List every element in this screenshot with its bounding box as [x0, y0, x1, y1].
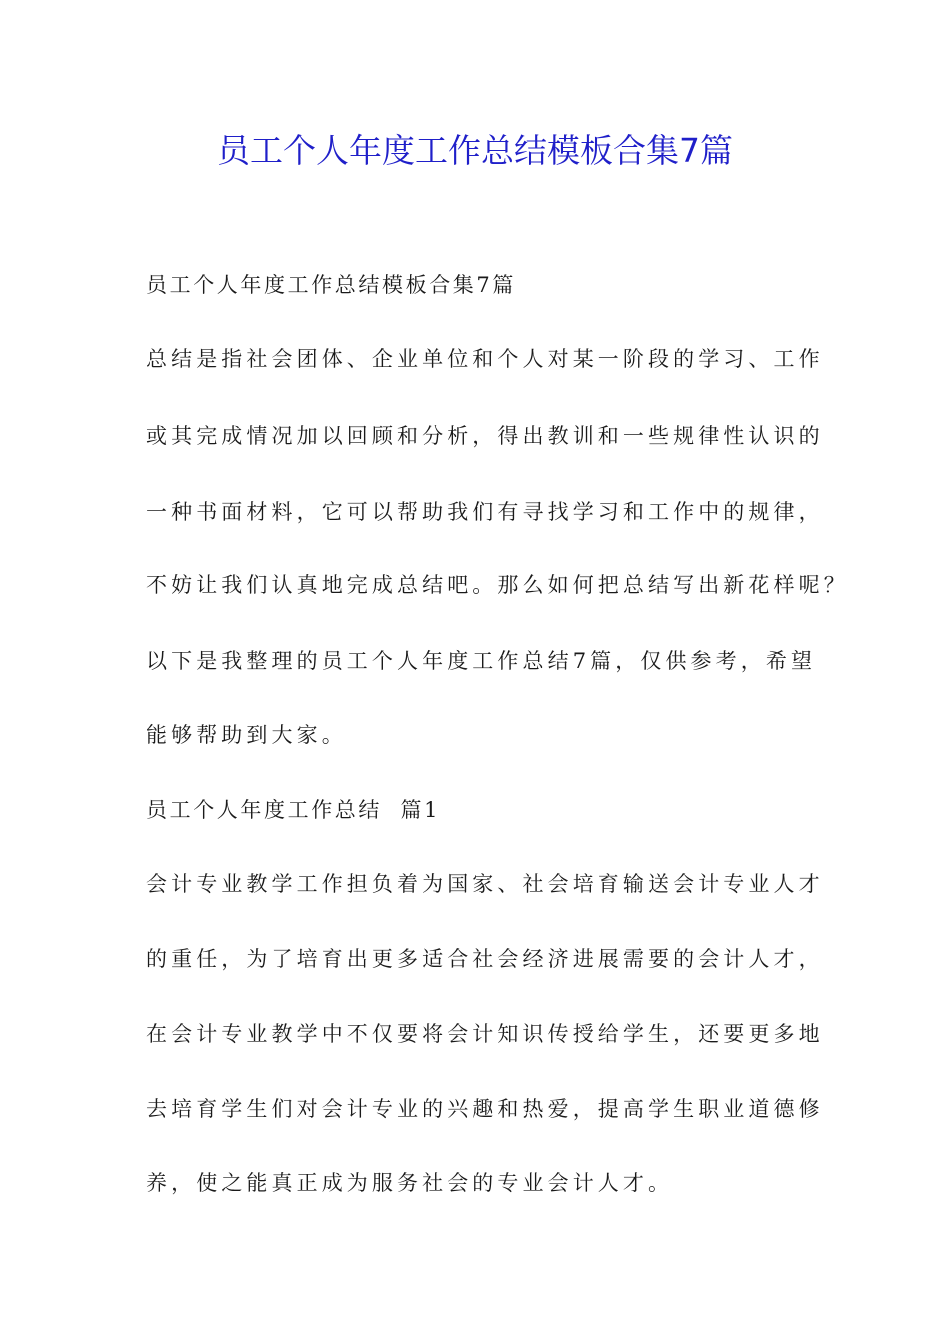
section-line-3: 在会计专业教学中不仅要将会计知识传授给学生，还要更多地 — [146, 1022, 824, 1046]
intro-line-4: 不妨让我们认真地完成总结吧。那么如何把总结写出新花样呢？ — [146, 573, 849, 597]
section-heading: 员工个人年度工作总结 篇1 — [146, 798, 441, 822]
intro-line-5: 以下是我整理的员工个人年度工作总结7篇，仅供参考，希望 — [146, 649, 817, 673]
section-line-2: 的重任，为了培育出更多适合社会经济进展需要的会计人才， — [146, 947, 824, 971]
document-title: 员工个人年度工作总结模板合集7篇 — [217, 131, 733, 170]
intro-line-3: 一种书面材料，它可以帮助我们有寻找学习和工作中的规律， — [146, 500, 824, 524]
intro-line-6: 能够帮助到大家。 — [146, 723, 347, 747]
intro-line-1: 总结是指社会团体、企业单位和个人对某一阶段的学习、工作 — [146, 347, 824, 371]
section-line-1: 会计专业教学工作担负着为国家、社会培育输送会计专业人才 — [146, 872, 824, 896]
section-line-4: 去培育学生们对会计专业的兴趣和热爱，提高学生职业道德修 — [146, 1097, 824, 1121]
section-line-5: 养，使之能真正成为服务社会的专业会计人才。 — [146, 1171, 674, 1195]
intro-line-2: 或其完成情况加以回顾和分析，得出教训和一些规律性认识的 — [146, 424, 824, 448]
document-subtitle: 员工个人年度工作总结模板合集7篇 — [146, 273, 516, 297]
